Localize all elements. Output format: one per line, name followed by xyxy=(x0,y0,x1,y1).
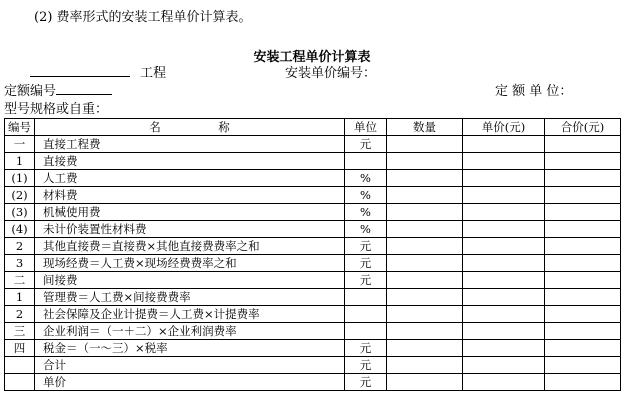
col-header-no: 编号 xyxy=(5,119,35,136)
row-unit-cell xyxy=(345,153,387,170)
project-name-blank xyxy=(30,64,130,77)
row-quantity-cell xyxy=(387,238,463,255)
table-row xyxy=(5,289,621,306)
row-no-cell: (3) xyxy=(5,204,35,221)
row-unit-cell: 元 xyxy=(345,374,387,391)
table-row xyxy=(5,187,621,204)
row-unit-price-cell xyxy=(463,238,545,255)
unit-price-table xyxy=(4,118,621,391)
row-total-price-cell xyxy=(545,289,621,306)
row-unit-cell xyxy=(345,289,387,306)
row-name-cell: 机械使用费 xyxy=(35,204,345,221)
table-row xyxy=(5,306,621,323)
col-header-unit: 单位 xyxy=(345,119,387,136)
unit-price-number-label: 安装单价编号： xyxy=(285,66,377,81)
col-header-unit-price: 单价(元) xyxy=(463,119,545,136)
row-unit-price-cell xyxy=(463,357,545,374)
row-no-cell: (4) xyxy=(5,221,35,238)
row-name-cell: 合计 xyxy=(35,357,345,374)
intro-text: (2) 费率形式的安装工程单价计算表。 xyxy=(34,10,252,25)
quota-number-line xyxy=(4,80,112,99)
row-no-cell: 二 xyxy=(5,272,35,289)
row-name-cell: 其他直接费＝直接费×其他直接费费率之和 xyxy=(35,238,345,255)
quota-number-label: 定额编号 xyxy=(4,84,57,99)
row-unit-cell xyxy=(345,306,387,323)
row-quantity-cell xyxy=(387,255,463,272)
table-row xyxy=(5,204,621,221)
table-row xyxy=(5,153,621,170)
row-name-cell: 社会保障及企业计提费＝人工费×计提费率 xyxy=(35,306,345,323)
row-unit-cell: 元 xyxy=(345,255,387,272)
row-unit-cell xyxy=(345,323,387,340)
row-quantity-cell xyxy=(387,340,463,357)
row-name-cell: 现场经费＝人工费×现场经费费率之和 xyxy=(35,255,345,272)
row-no-cell: (1) xyxy=(5,170,35,187)
row-unit-cell: % xyxy=(345,170,387,187)
col-header-name: 名 称 xyxy=(35,119,345,136)
table-row xyxy=(5,238,621,255)
row-name-cell: 直接工程费 xyxy=(35,136,345,153)
table-row xyxy=(5,221,621,238)
row-name-cell: 单价 xyxy=(35,374,345,391)
row-unit-cell: % xyxy=(345,204,387,221)
table-row xyxy=(5,357,621,374)
row-name-cell: 材料费 xyxy=(35,187,345,204)
row-no-cell xyxy=(5,374,35,391)
row-total-price-cell xyxy=(545,136,621,153)
quota-number-blank xyxy=(56,82,112,95)
row-total-price-cell xyxy=(545,153,621,170)
row-unit-cell: % xyxy=(345,221,387,238)
row-unit-price-cell xyxy=(463,306,545,323)
table-row xyxy=(5,323,621,340)
row-name-cell: 税金＝（一～三）×税率 xyxy=(35,340,345,357)
row-no-cell: 1 xyxy=(5,153,35,170)
row-quantity-cell xyxy=(387,357,463,374)
col-header-quantity: 数量 xyxy=(387,119,463,136)
row-no-cell: (2) xyxy=(5,187,35,204)
row-quantity-cell xyxy=(387,221,463,238)
row-unit-price-cell xyxy=(463,323,545,340)
row-name-cell: 企业利润＝（一＋二）×企业利润费率 xyxy=(35,323,345,340)
row-name-cell: 未计价装置性材料费 xyxy=(35,221,345,238)
quota-unit-label: 定 额 单 位： xyxy=(495,84,573,99)
table-row xyxy=(5,374,621,391)
row-total-price-cell xyxy=(545,187,621,204)
table-row xyxy=(5,272,621,289)
row-no-cell: 一 xyxy=(5,136,35,153)
row-name-cell: 管理费＝人工费×间接费费率 xyxy=(35,289,345,306)
row-unit-cell: 元 xyxy=(345,136,387,153)
row-total-price-cell xyxy=(545,204,621,221)
row-quantity-cell xyxy=(387,153,463,170)
row-unit-price-cell xyxy=(463,153,545,170)
row-total-price-cell xyxy=(545,374,621,391)
row-quantity-cell xyxy=(387,187,463,204)
row-name-cell: 人工费 xyxy=(35,170,345,187)
row-quantity-cell xyxy=(387,374,463,391)
row-total-price-cell xyxy=(545,323,621,340)
row-name-cell: 直接费 xyxy=(35,153,345,170)
project-line xyxy=(30,62,166,81)
row-unit-price-cell xyxy=(463,255,545,272)
table-header-row xyxy=(5,119,621,136)
row-no-cell: 1 xyxy=(5,289,35,306)
row-quantity-cell xyxy=(387,306,463,323)
row-unit-price-cell xyxy=(463,374,545,391)
row-no-cell: 2 xyxy=(5,306,35,323)
row-unit-price-cell xyxy=(463,136,545,153)
row-unit-price-cell xyxy=(463,221,545,238)
row-unit-cell: 元 xyxy=(345,340,387,357)
row-quantity-cell xyxy=(387,170,463,187)
row-quantity-cell xyxy=(387,323,463,340)
col-header-total-price: 合价(元) xyxy=(545,119,621,136)
row-unit-price-cell xyxy=(463,289,545,306)
row-unit-cell: 元 xyxy=(345,357,387,374)
row-unit-price-cell xyxy=(463,187,545,204)
table-row xyxy=(5,340,621,357)
model-spec-label: 型号规格或自重： xyxy=(4,102,109,117)
row-quantity-cell xyxy=(387,136,463,153)
row-name-cell: 间接费 xyxy=(35,272,345,289)
table-row xyxy=(5,170,621,187)
row-no-cell: 2 xyxy=(5,238,35,255)
row-total-price-cell xyxy=(545,306,621,323)
row-quantity-cell xyxy=(387,204,463,221)
row-unit-cell: 元 xyxy=(345,238,387,255)
row-no-cell: 三 xyxy=(5,323,35,340)
row-no-cell: 四 xyxy=(5,340,35,357)
row-total-price-cell xyxy=(545,255,621,272)
row-no-cell: 3 xyxy=(5,255,35,272)
row-unit-cell: 元 xyxy=(345,272,387,289)
row-total-price-cell xyxy=(545,221,621,238)
table-row xyxy=(5,136,621,153)
row-unit-price-cell xyxy=(463,170,545,187)
row-quantity-cell xyxy=(387,272,463,289)
row-unit-price-cell xyxy=(463,272,545,289)
row-total-price-cell xyxy=(545,357,621,374)
project-label: 工程 xyxy=(140,66,167,81)
table-row xyxy=(5,255,621,272)
row-quantity-cell xyxy=(387,289,463,306)
row-total-price-cell xyxy=(545,272,621,289)
row-unit-price-cell xyxy=(463,204,545,221)
row-total-price-cell xyxy=(545,238,621,255)
row-total-price-cell xyxy=(545,170,621,187)
row-unit-price-cell xyxy=(463,340,545,357)
row-no-cell xyxy=(5,357,35,374)
row-total-price-cell xyxy=(545,340,621,357)
row-unit-cell: % xyxy=(345,187,387,204)
table-title: 安装工程单价计算表 xyxy=(253,50,371,65)
